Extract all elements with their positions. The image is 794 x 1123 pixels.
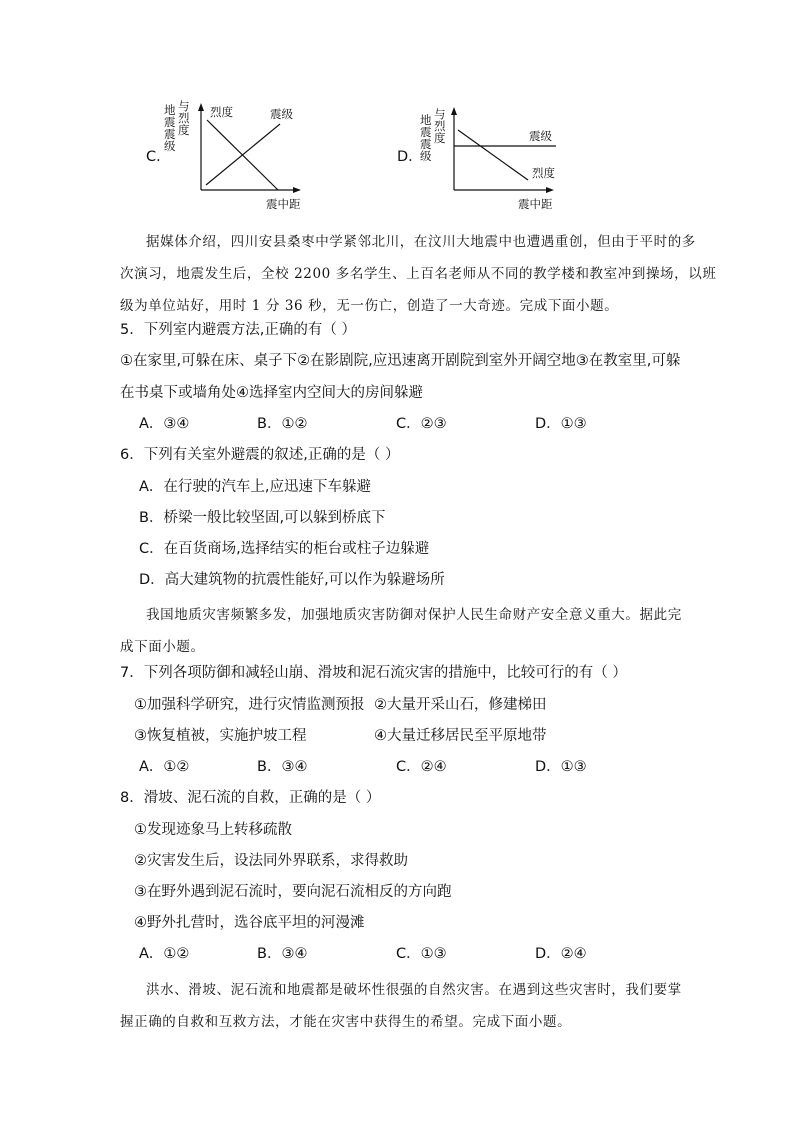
passage1-line3: 级为单位站好，用时 1 分 36 秒，无一伤亡，创造了一大奇迹。完成下面小题。	[120, 298, 619, 314]
graph-d-intensity-line	[458, 130, 528, 180]
graph-c-intensity-label: 烈度	[210, 105, 233, 119]
q8-stem: 8．滑坡、泥石流的自救，正确的是（ ）	[120, 790, 381, 806]
q7-item-1: ①加强科学研究，进行灾情监测预报	[134, 697, 365, 713]
q7-item-4: ④大量迁移居民至平原地带	[374, 728, 547, 744]
q7-option-c[interactable]: C．②④	[396, 759, 447, 775]
q8-item-4: ④野外扎营时，选谷底平坦的河漫滩	[134, 915, 365, 931]
passage3-line1: 洪水、滑坡、泥石流和地震都是破坏性很强的自然灾害。在遇到这些灾害时，我们要掌	[146, 982, 682, 998]
passage2-line1: 我国地质灾害频繁多发，加强地质灾害防御对保护人民生命财产安全意义重大。据此完	[146, 607, 682, 623]
option-d-letter: D．	[397, 149, 423, 165]
graph-d-y-arrow	[451, 107, 457, 115]
q7-option-b[interactable]: B．③④	[257, 759, 308, 775]
q5-option-d[interactable]: D．①③	[535, 416, 587, 432]
q8-option-b[interactable]: B．③④	[257, 946, 308, 962]
passage3-line2: 握正确的自救和互救方法，才能在灾害中获得生的希望。完成下面小题。	[120, 1014, 572, 1030]
q6-option-a[interactable]: A．在行驶的汽车上,应迅速下车躲避	[139, 479, 372, 495]
q6-option-c[interactable]: C．在百货商场,选择结实的柜台或柱子边躲避	[139, 541, 430, 557]
q7-option-d[interactable]: D．①③	[535, 759, 587, 775]
graph-c-y-arrow	[198, 103, 204, 111]
graph-c-magnitude-line	[206, 124, 280, 185]
q6-option-b[interactable]: B．桥梁一般比较坚固,可以躲到桥底下	[139, 510, 386, 526]
q8-option-c[interactable]: C．①③	[396, 946, 447, 962]
graph-d-magnitude-label: 震级	[529, 129, 552, 143]
passage1-line1: 据媒体介绍，四川安县桑枣中学紧邻北川，在汶川大地震中也遭遇重创，但由于平时的多	[146, 234, 696, 250]
passage2-line2: 成下面小题。	[120, 639, 205, 655]
graph-c-x-label: 震中距	[266, 197, 301, 211]
graph-d-ylabel-col2: 与 烈 度	[434, 107, 446, 145]
q6-option-d[interactable]: D．高大建筑物的抗震性能好,可以作为躲避场所	[139, 572, 445, 588]
graph-c-magnitude-label: 震级	[270, 107, 293, 121]
q5-line2: 在书桌下或墙角处④选择室内空间大的房间躲避	[120, 385, 423, 401]
graph-c-x-arrow	[293, 187, 301, 193]
q5-stem: 5．下列室内避震方法,正确的有（ ）	[120, 322, 356, 338]
q7-stem: 7．下列各项防御和减轻山崩、滑坡和泥石流灾害的措施中，比较可行的有（ ）	[120, 665, 627, 681]
q5-option-a[interactable]: A．③④	[139, 416, 190, 432]
q6-stem: 6．下列有关室外避震的叙述,正确的是（ ）	[120, 447, 400, 463]
q5-line1: ①在家里,可躲在床、桌子下②在影剧院,应迅速离开剧院到室外开阔空地③在教室里,可躲	[120, 353, 681, 369]
q7-option-a[interactable]: A．①②	[139, 759, 190, 775]
option-c-letter: C．	[146, 149, 171, 165]
q5-option-b[interactable]: B．①②	[257, 416, 308, 432]
q7-item-2: ②大量开采山石，修建梯田	[374, 697, 547, 713]
graph-c-ylabel-col1: 地 震 震 级	[164, 103, 176, 153]
q7-item-3: ③恢复植被，实施护坡工程	[134, 728, 307, 744]
graph-d-x-label: 震中距	[518, 197, 553, 211]
q5-option-c[interactable]: C．②③	[396, 416, 447, 432]
passage1-line2: 次演习，地震发生后，全校 2200 多名学生、上百名老师从不同的教学楼和教室冲到操场，以班	[120, 266, 717, 282]
graph-d-x-arrow	[546, 187, 554, 193]
q8-option-a[interactable]: A．①②	[139, 946, 190, 962]
q8-item-2: ②灾害发生后，设法同外界联系，求得救助	[134, 853, 408, 869]
graph-c	[160, 100, 310, 212]
graph-d-ylabel-col1: 地 震 震 级	[420, 113, 432, 163]
q8-option-d[interactable]: D．②④	[535, 946, 587, 962]
graph-d-intensity-label: 烈度	[532, 166, 555, 180]
q8-item-1: ①发现迹象马上转移疏散	[134, 822, 292, 838]
graph-d	[416, 104, 566, 212]
graph-c-ylabel-col2: 与 烈 度	[178, 100, 190, 137]
q8-item-3: ③在野外遇到泥石流时，要向泥石流相反的方向跑	[134, 884, 452, 900]
